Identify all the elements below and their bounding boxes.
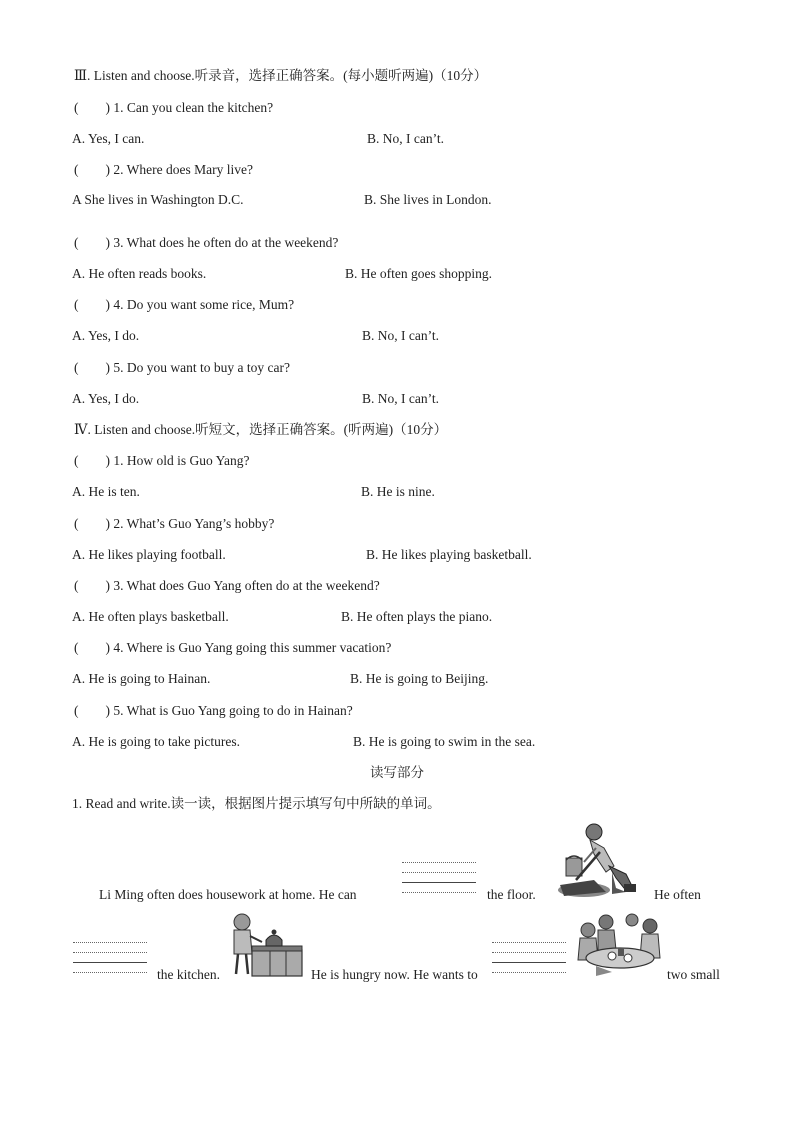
s4-q2-option-a: A. He likes playing football. bbox=[72, 547, 226, 562]
s4-q2-stem: ( ) 2. What’s Guo Yang’s hobby? bbox=[74, 516, 275, 531]
s3-q3-option-b: B. He often goes shopping. bbox=[345, 266, 492, 281]
s3-q3-stem: ( ) 3. What does he often do at the weekend? bbox=[74, 235, 339, 250]
s3-q4-option-a: A. Yes, I do. bbox=[72, 328, 140, 343]
s3-q2-option-b: B. She lives in London. bbox=[364, 192, 492, 207]
answer-blank-3[interactable] bbox=[492, 940, 566, 970]
passage-line1-part2: the floor. bbox=[487, 887, 536, 902]
s4-q5-stem: ( ) 5. What is Guo Yang going to do in Hainan? bbox=[74, 703, 353, 718]
task1-heading: 1. Read and write.读一读，根据图片提示填写句中所缺的单词。 bbox=[72, 796, 441, 811]
s3-q4-stem: ( ) 4. Do you want some rice, Mum? bbox=[74, 297, 295, 312]
section3-heading: Ⅲ. Listen and choose.听录音，选择正确答案。(每小题听两遍)（10分） bbox=[74, 68, 488, 83]
s3-q5-stem: ( ) 5. Do you want to buy a toy car? bbox=[74, 360, 290, 375]
s4-q4-option-b: B. He is going to Beijing. bbox=[350, 671, 489, 686]
s3-q4-option-b: B. No, I can’t. bbox=[362, 328, 439, 343]
section4-heading: Ⅳ. Listen and choose.听短文，选择正确答案。(听两遍)（10分） bbox=[74, 422, 448, 437]
reading-writing-title: 读写部分 bbox=[370, 765, 424, 780]
s4-q1-stem: ( ) 1. How old is Guo Yang? bbox=[74, 453, 250, 468]
s3-q5-option-b: B. No, I can’t. bbox=[362, 391, 439, 406]
answer-blank-2[interactable] bbox=[73, 940, 147, 970]
s4-q3-option-a: A. He often plays basketball. bbox=[72, 609, 229, 624]
passage-line2-part2: He is hungry now. He wants to bbox=[311, 967, 478, 982]
s4-q2-option-b: B. He likes playing basketball. bbox=[366, 547, 532, 562]
s3-q3-option-a: A. He often reads books. bbox=[72, 266, 207, 281]
passage-line1-part3: He often bbox=[654, 887, 701, 902]
s4-q5-option-a: A. He is going to take pictures. bbox=[72, 734, 240, 749]
passage-line2-part3: two small bbox=[667, 967, 720, 982]
people-eating-picture bbox=[576, 912, 664, 978]
s4-q4-option-a: A. He is going to Hainan. bbox=[72, 671, 211, 686]
passage-line2-part1: the kitchen. bbox=[157, 967, 220, 982]
s3-q2-stem: ( ) 2. Where does Mary live? bbox=[74, 162, 253, 177]
s4-q4-stem: ( ) 4. Where is Guo Yang going this summer vacation? bbox=[74, 640, 392, 655]
s3-q1-option-b: B. No, I can’t. bbox=[367, 131, 444, 146]
s3-q1-option-a: A. Yes, I can. bbox=[72, 131, 145, 146]
answer-blank-1[interactable] bbox=[402, 860, 476, 890]
s4-q3-option-b: B. He often plays the piano. bbox=[341, 609, 493, 624]
s4-q3-stem: ( ) 3. What does Guo Yang often do at the weekend? bbox=[74, 578, 380, 593]
s3-q1-stem: ( ) 1. Can you clean the kitchen? bbox=[74, 100, 274, 115]
s4-q1-option-a: A. He is ten. bbox=[72, 484, 140, 499]
s3-q2-option-a: A She lives in Washington D.C. bbox=[72, 192, 244, 207]
s4-q1-option-b: B. He is nine. bbox=[361, 484, 435, 499]
passage-line1-part1: Li Ming often does housework at home. He can bbox=[99, 887, 357, 902]
boy-cooking-picture bbox=[228, 912, 304, 978]
s3-q5-option-a: A. Yes, I do. bbox=[72, 391, 140, 406]
boy-sweeping-picture bbox=[554, 822, 650, 900]
s4-q5-option-b: B. He is going to swim in the sea. bbox=[353, 734, 536, 749]
